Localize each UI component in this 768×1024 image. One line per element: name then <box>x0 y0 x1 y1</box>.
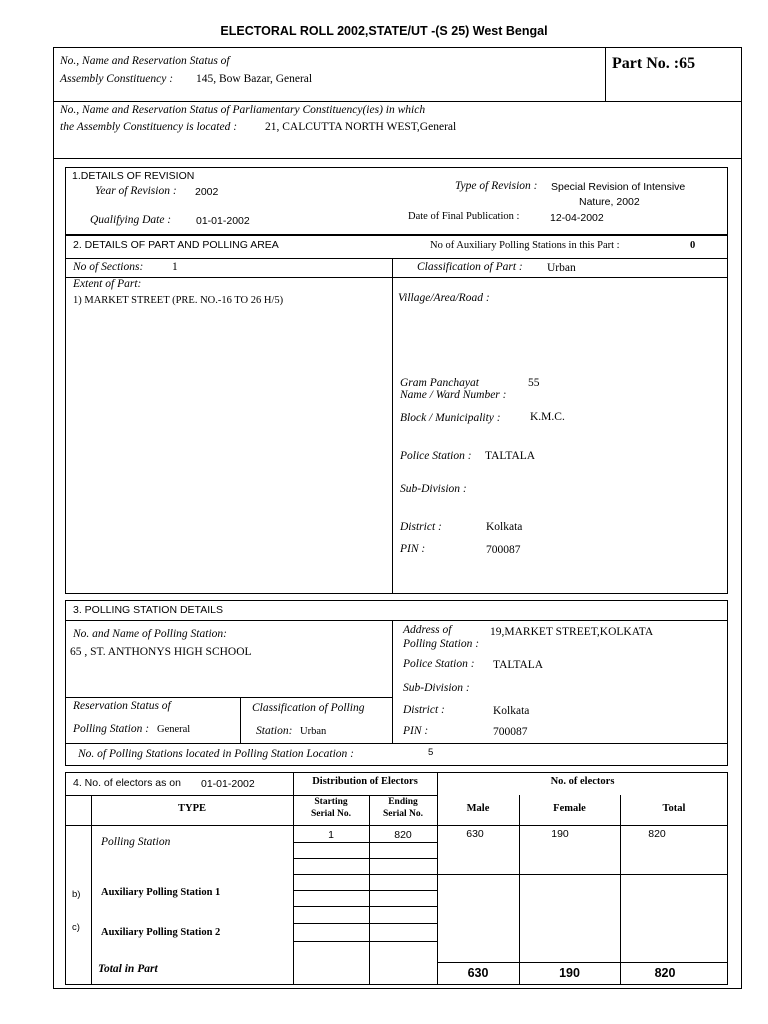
revision-year-value: 2002 <box>195 186 219 198</box>
part-no-divider <box>605 47 606 101</box>
station-pin-label: PIN : <box>403 725 429 737</box>
electors-total-label: Total in Part <box>98 963 158 975</box>
electors-total-total: 820 <box>654 966 676 980</box>
station-class-label-1: Classification of Polling <box>252 702 365 714</box>
part-block-value: K.M.C. <box>530 411 565 423</box>
station-police-value: TALTALA <box>493 659 544 671</box>
station-reservation-divider <box>240 697 241 743</box>
electors-header-rule-2 <box>65 825 728 826</box>
electors-heading-date: 01-01-2002 <box>201 778 255 790</box>
part-extent-label: Extent of Part: <box>73 278 142 290</box>
electors-type-header: TYPE <box>177 803 206 814</box>
electors-row-rule-7 <box>293 941 437 942</box>
part-subdiv-label: Sub-Division : <box>400 483 467 495</box>
part-class-value: Urban <box>547 262 576 274</box>
station-police-label: Police Station : <box>403 658 475 670</box>
electors-ps-male: 630 <box>466 828 484 840</box>
part-village-label: Village/Area/Road : <box>398 292 490 304</box>
electors-male-header: Male <box>466 803 490 814</box>
electors-ps-end: 820 <box>394 829 412 841</box>
pc-value: 21, CALCUTTA NORTH WEST,General <box>265 121 457 133</box>
station-count-label: No. of Polling Stations located in Polling Station Location : <box>78 748 354 760</box>
station-reservation-rule <box>65 697 392 698</box>
revision-type-label: Type of Revision : <box>455 180 538 192</box>
part-no: Part No. :65 <box>612 55 696 72</box>
station-class-label-2: Station: <box>256 725 293 737</box>
part-sections-label: No of Sections: <box>73 261 144 273</box>
pc-label-2: the Assembly Constituency is located : <box>60 121 238 133</box>
electors-row-rule-3 <box>293 874 728 875</box>
electors-row-rule-1 <box>293 842 437 843</box>
electors-col-total <box>620 795 621 985</box>
ac-label-1: No., Name and Reservation Status of <box>60 55 230 67</box>
station-pin-value: 700087 <box>493 726 528 738</box>
electors-header-rule-1 <box>65 795 437 796</box>
electors-heading: 4. No. of electors as on <box>73 777 181 789</box>
revision-qdate-label: Qualifying Date : <box>90 214 172 226</box>
electors-total-male: 630 <box>467 966 489 980</box>
part-heading: 2. DETAILS OF PART AND POLLING AREA <box>73 239 279 251</box>
part-sections-rule <box>65 277 728 278</box>
part-column-divider <box>392 258 393 594</box>
part-district-label: District : <box>400 521 442 533</box>
electors-total-female: 190 <box>559 966 580 980</box>
part-box <box>65 235 728 594</box>
electors-female-header: Female <box>553 803 586 814</box>
electors-ps-label: Polling Station <box>101 836 171 848</box>
electors-aux2-label: Auxiliary Polling Station 2 <box>101 927 221 938</box>
revision-final-label: Date of Final Publication : <box>408 211 520 222</box>
electors-row-rule-2 <box>293 858 437 859</box>
part-police-value: TALTALA <box>485 450 536 462</box>
part-gp-label-1: Gram Panchayat <box>400 377 479 389</box>
station-addr-value: 19,MARKET STREET,KOLKATA <box>490 626 654 638</box>
electors-col-female <box>519 795 520 985</box>
part-police-label: Police Station : <box>400 450 472 462</box>
revision-heading: 1.DETAILS OF REVISION <box>72 170 195 182</box>
station-addr-label-2: Polling Station : <box>403 638 480 650</box>
ac-value: 145, Bow Bazar, General <box>196 73 313 85</box>
station-count-value: 5 <box>428 747 434 758</box>
station-res-label-2: Polling Station : <box>73 723 150 735</box>
part-extent-value: 1) MARKET STREET (PRE. NO.-16 TO 26 H/5) <box>73 295 284 306</box>
revision-year-label: Year of Revision : <box>95 185 177 197</box>
header-bottom-rule <box>53 158 742 159</box>
electors-aux2-marker: c) <box>72 922 80 933</box>
station-box <box>65 600 728 766</box>
part-pin-value: 700087 <box>486 544 521 556</box>
station-res-label-1: Reservation Status of <box>73 700 171 712</box>
part-aux-value: 0 <box>690 240 696 251</box>
electors-ps-start: 1 <box>328 829 334 841</box>
part-block-label: Block / Municipality : <box>400 412 501 424</box>
electors-aux1-label: Auxiliary Polling Station 1 <box>101 887 221 898</box>
electors-start-header-2: Serial No. <box>310 809 352 819</box>
part-class-label: Classification of Part : <box>417 261 523 273</box>
part-sections-value: 1 <box>172 261 178 273</box>
electors-ps-female: 190 <box>551 828 569 840</box>
ac-label-2: Assembly Constituency : <box>60 73 174 85</box>
electors-aux1-marker: b) <box>72 889 81 900</box>
electors-col-type-marker <box>91 795 92 985</box>
part-pin-label: PIN : <box>400 543 426 555</box>
station-subdiv-label: Sub-Division : <box>403 682 470 694</box>
part-aux-label: No of Auxiliary Polling Stations in this Part : <box>430 240 620 251</box>
station-heading: 3. POLLING STATION DETAILS <box>73 604 223 616</box>
electors-row-rule-5 <box>293 906 437 907</box>
station-addr-label-1: Address of <box>403 624 452 636</box>
electors-start-header-1: Starting <box>314 797 348 807</box>
part-gp-value: 55 <box>528 377 540 389</box>
part-district-value: Kolkata <box>486 521 523 533</box>
electors-ps-total: 820 <box>648 828 666 840</box>
revision-final-value: 12-04-2002 <box>550 212 604 224</box>
station-heading-rule <box>65 620 728 621</box>
electors-row-rule-6 <box>293 923 437 924</box>
electors-end-header-2: Serial No. <box>382 809 424 819</box>
electors-count-header: No. of electors <box>550 776 615 787</box>
electors-end-header-1: Ending <box>388 797 418 807</box>
revision-qdate-value: 01-01-2002 <box>196 215 250 227</box>
page-title: ELECTORAL ROLL 2002,STATE/UT -(S 25) West Bengal <box>220 24 548 38</box>
pc-label-1: No., Name and Reservation Status of Parliamentary Constituency(ies) in which <box>60 104 426 116</box>
electors-total-rule <box>437 962 728 963</box>
part-gp-label-2: Name / Ward Number : <box>400 389 507 401</box>
header-divider <box>53 101 742 102</box>
station-column-divider <box>392 620 393 743</box>
station-name-value: 65 , ST. ANTHONYS HIGH SCHOOL <box>70 646 252 658</box>
station-class-value: Urban <box>300 726 327 737</box>
station-count-rule <box>65 743 728 744</box>
electors-row-rule-4 <box>293 890 437 891</box>
revision-type-value-2: Nature, 2002 <box>579 196 640 208</box>
part-heading-rule <box>65 258 728 259</box>
electors-dist-header: Distribution of Electors <box>312 776 418 787</box>
electors-total-header: Total <box>662 803 686 814</box>
station-name-label: No. and Name of Polling Station: <box>73 628 227 640</box>
revision-type-value-1: Special Revision of Intensive <box>551 181 686 193</box>
station-res-value: General <box>157 724 191 735</box>
station-district-label: District : <box>403 704 445 716</box>
station-district-value: Kolkata <box>493 705 530 717</box>
